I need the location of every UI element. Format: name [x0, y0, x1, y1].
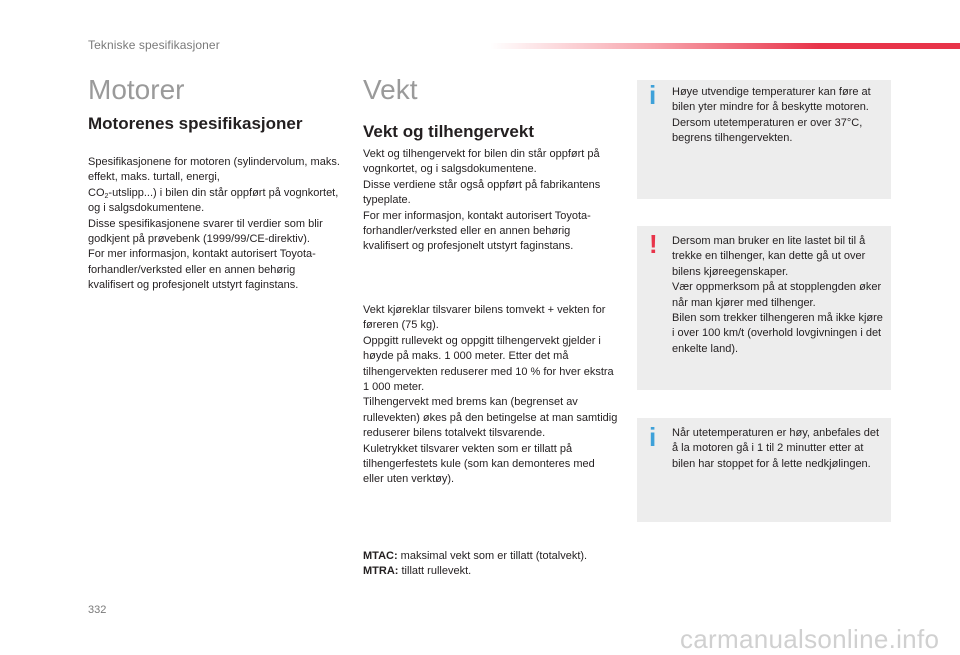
info-box-temperature [637, 80, 891, 199]
warning-icon: ! [649, 229, 658, 259]
section-title-motorer: Motorer [88, 74, 185, 105]
info-box-cooling [637, 418, 891, 522]
motor-para-line-4: For mer informasjon, kontakt autorisert Toyota-forhandler/verksted eller en annen behørig kvalifisert og profesjonelt utstyrt faginstans. [88, 248, 316, 292]
weight-para2-line: Tilhengervekt med brems kan (begrenset av rullevekten) økes på den betingelse at man samtidig reduserer bilens totalvekt tilsvarende. [363, 396, 618, 440]
weight-paragraph-1 [363, 147, 618, 255]
weight-paragraph-2 [363, 303, 618, 488]
motor-para-line-1: Spesifikasjonene for motoren (sylindervolum, maks. effekt, maks. turtall, energi, [88, 156, 340, 184]
info-icon: i [649, 80, 657, 110]
warning-box-text: Dersom man bruker en lite lastet bil til å trekke en tilhenger, kan dette gå ut over bilens kjøreegenskaper. Vær oppmerksom på at stopplengden øker når man kjører med tilhenger. Bilen som trekker tilhengeren må ikke kjøre i over 100 km/t (overhold lovgivningen i det enkelte land). [672, 235, 883, 355]
subtitle-weight: Vekt og tilhengervekt [363, 122, 534, 141]
mtra-definition: MTRA: tillatt rullevekt. [363, 565, 472, 578]
motor-specs-paragraph [88, 155, 343, 294]
header-accent-bar [490, 43, 960, 49]
subtitle-motor-specs: Motorenes spesifikasjoner [88, 114, 303, 133]
abbreviations [363, 549, 623, 580]
watermark: carmanualsonline.info [680, 624, 940, 654]
page-number: 332 [88, 604, 107, 616]
section-title-vekt: Vekt [363, 74, 418, 105]
running-header: Tekniske spesifikasjoner [88, 38, 220, 52]
info-icon: i [649, 422, 657, 452]
mtac-definition: MTAC: maksimal vekt som er tillatt (totalvekt). [363, 550, 588, 562]
weight-para1-line: Vekt og tilhengervekt for bilen din står oppført på vognkortet, og i salgsdokumentene. [363, 148, 600, 176]
warning-box-towing [637, 226, 891, 390]
weight-para1-line: For mer informasjon, kontakt autorisert Toyota-forhandler/verksted eller en annen behørig kvalifisert og profesjonelt utstyrt faginstans. [363, 209, 591, 253]
info-box-text: Når utetemperaturen er høy, anbefales det å la motoren gå i 1 til 2 minutter etter at bilen har stoppet for å lette nedkjølingen. [672, 427, 880, 470]
weight-para2-line: Oppgitt rullevekt og oppgitt tilhengervekt gjelder i høyde på maks. 1 000 meter. Etter det må tilhengervekten reduserer med 10 % for hver ekstra 1 000 meter. [363, 334, 614, 394]
weight-para2-line: Kuletrykket tilsvarer vekten som er tillatt på tilhengerfestets kule (som kan demonteres med eller uten verktøy). [363, 442, 595, 486]
weight-para2-line: Vekt kjøreklar tilsvarer bilens tomvekt + vekten for føreren (75 kg). [363, 304, 606, 332]
motor-para-line-3: Disse spesifikasjonene svarer til verdier som blir godkjent på prøvebenk (1999/99/CE-direktiv). [88, 217, 323, 246]
info-box-text: Høye utvendige temperaturer kan føre at bilen yter mindre for å beskytte motoren. Dersom utetemperaturen er over 37°C, begrens tilhengervekten. [672, 86, 871, 145]
weight-para1-line: Disse verdiene står også oppført på fabrikantens typeplate. [363, 178, 601, 207]
motor-para-co2-line: $CO_2-utslipp$...) i bilen din står oppført på vognkortet, og i salgsdokumentene. [88, 186, 339, 215]
